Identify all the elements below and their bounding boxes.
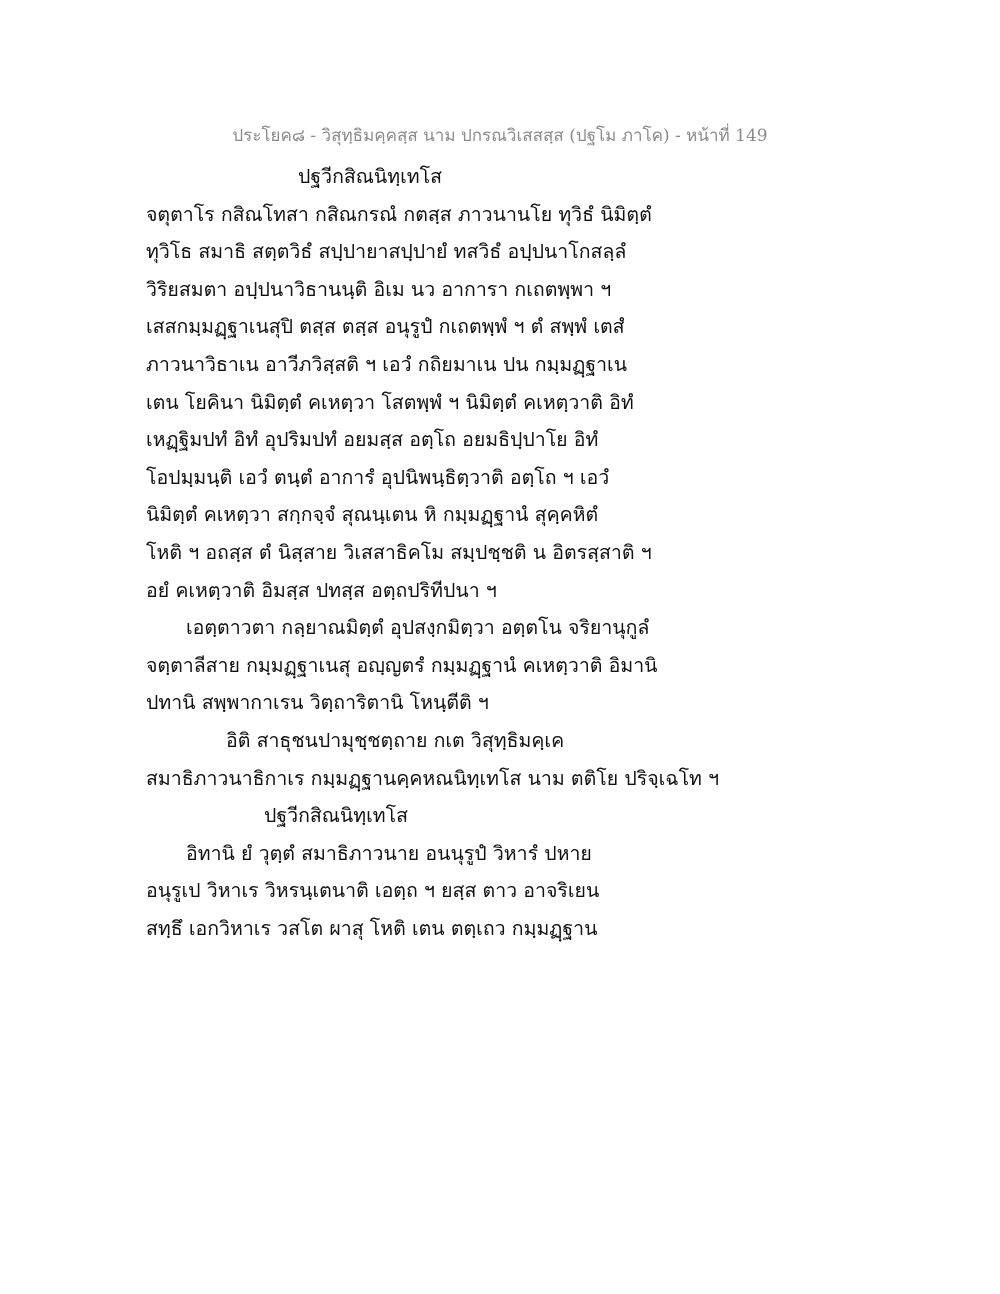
text-line: เหฏฺฐิมปทํ อิทํ อุปริมปทํ อยมสฺส อตฺโถ อยมธิปฺปาโย อิทํ — [146, 428, 599, 452]
text-line: ภาวนาวิธาเน อาวีภวิสฺสติ ฯ เอวํ กถิยมาเน ปน กมฺมฏฺฐาเน — [146, 352, 628, 376]
section-title: ปฐวีกสิณนิทฺเทโส — [298, 165, 442, 188]
text-line: ปทานิ สพฺพากาเรน วิตฺถาริตานิ โหนฺตีติ ฯ — [146, 691, 489, 715]
text-line: วิริยสมตา อปฺปนาวิธานนฺติ อิเม นว อาการา กเถตพฺพา ฯ — [146, 277, 612, 301]
text-line: จตุตาโร กสิณโทสา กสิณกรณํ กตสฺส ภาวนานโย ทุวิธํ นิมิตฺตํ — [146, 202, 652, 226]
text-line: นิมิตฺตํ คเหตฺวา สกฺกจฺจํ สุณนฺเตน หิ กมฺมฏฺฐานํ สุคฺคหิตํ — [146, 503, 599, 527]
paragraph-first-line: เอตฺตาวตา กลฺยาณมิตฺตํ อุปสงฺกมิตฺวา อตฺตโน จริยานุกูลํ — [186, 616, 650, 640]
text-line: สทฺธึ เอกวิหาเร วสโต ผาสุ โหติ เตน ตตฺเถว กมฺมฏฺฐาน — [146, 916, 598, 940]
chapter-colophon-line: อิติ สาธุชนปามุชฺชตฺถาย กเต วิสุทฺธิมคฺเค — [226, 728, 565, 752]
chapter-colophon-line: สมาธิภาวนาธิกาเร กมฺมฏฺฐานคฺคหณนิทฺเทโส นาม ตติโย ปริจฺเฉโท ฯ — [146, 766, 720, 790]
text-line: ทุวิโธ สมาธิ สตฺตวิธํ สปฺปายาสปฺปายํ ทสวิธํ อปฺปนาโกสลฺลํ — [146, 240, 627, 264]
body-text — [146, 158, 866, 947]
text-line: เตน โยคินา นิมิตฺตํ คเหตฺวา โสตพฺพํ ฯ นิมิตฺตํ คเหตฺวาติ อิทํ — [146, 390, 634, 414]
text-line: อนุรูเป วิหาเร วิหรนฺเตนาติ เอตฺถ ฯ ยสฺส ตาว อาจริเยน — [146, 879, 600, 903]
section-title: ปฐวีกสิณนิทฺเทโส — [264, 804, 408, 828]
text-line: จตฺตาลีสาย กมฺมฏฺฐาเนสุ อญฺญตรํ กมฺมฏฺฐานํ คเหตฺวาติ อิมานิ — [146, 653, 658, 677]
text-line: เสสกมฺมฏฺฐาเนสุปิ ตสฺส ตสฺส อนุรูปํ กเถตพฺพํ ฯ ตํ สพฺพํ เตสํ — [146, 315, 625, 339]
text-line: อยํ คเหตฺวาติ อิมสฺส ปทสฺส อตฺถปริทีปนา ฯ — [146, 578, 497, 602]
text-line: โหติ ฯ อถสฺส ตํ นิสฺสาย วิเสสาธิคโม สมฺปชฺชติ น อิตรสฺสาติ ฯ — [146, 540, 652, 564]
page-header: ประโยค๘ - วิสุทฺธิมคฺคสฺส นาม ปกรณวิเสสสฺส (ปฐโม ภาโค) - หน้าที่ 149 — [232, 126, 768, 146]
paragraph-first-line: อิทานิ ยํ วุตฺตํ สมาธิภาวนาย อนนุรูปํ วิหารํ ปหาย — [186, 841, 592, 865]
text-line: โอปมฺมนฺติ เอวํ ตนฺตํ อาการํ อุปนิพนฺธิตฺวาติ อตฺโถ ฯ เอวํ — [146, 465, 610, 489]
